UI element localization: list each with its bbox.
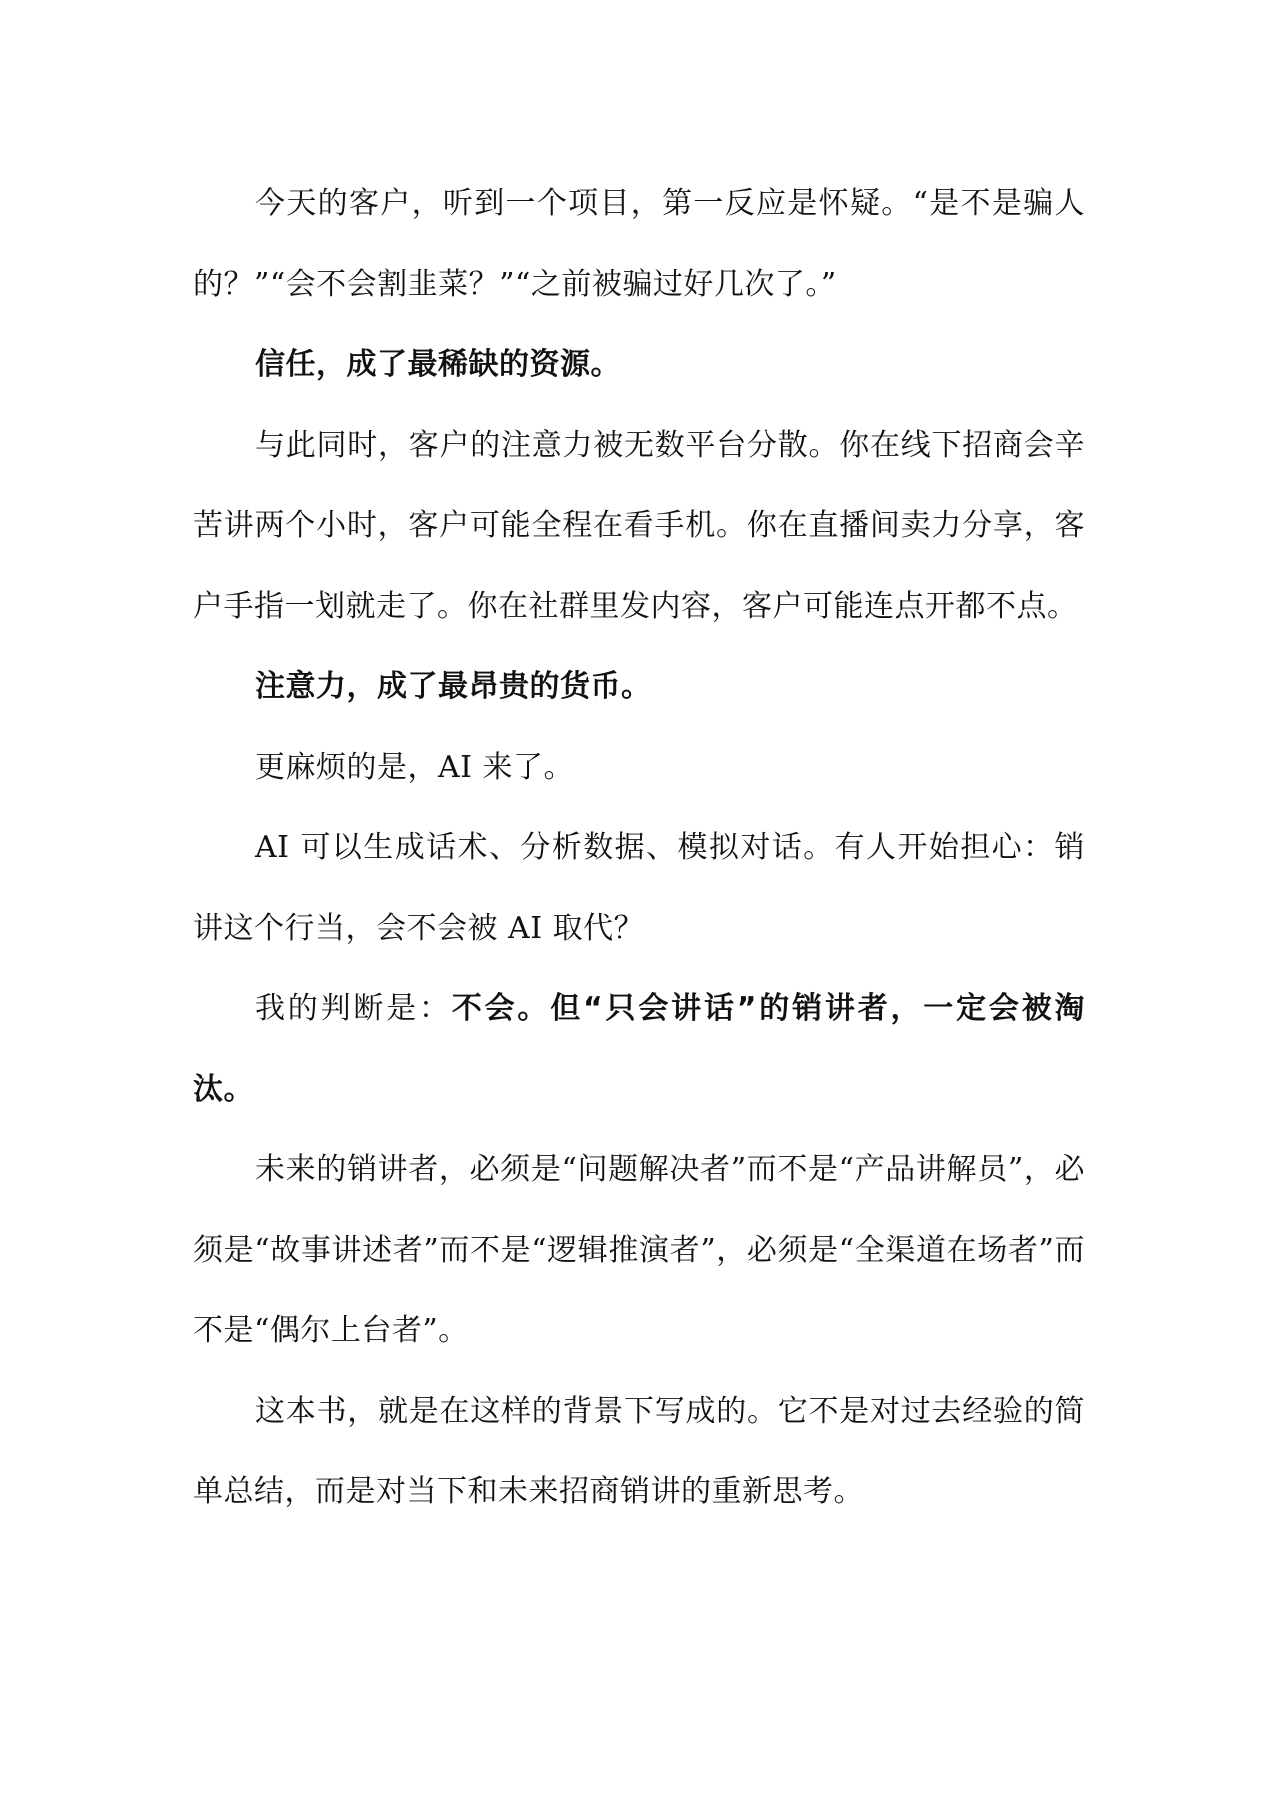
paragraph-ai-arrives: 更麻烦的是，AI 来了。 [255, 749, 575, 785]
paragraph-book-background: 这本书，就是在这样的背景下写成的。它不是对过去经验的简单总结，而是对当下和未来招商销讲的重新思考。 [193, 1393, 1085, 1509]
paragraph-ai-capabilities: AI 可以生成话术、分析数据、模拟对话。有人开始担心：销讲这个行当，会不会被 AI 取代？ [193, 830, 1085, 946]
judgment-bold: 不会。但“只会讲话”的销讲者，一定会被淘汰。 [193, 991, 1086, 1107]
paragraph-trust-scarce: 信任，成了最稀缺的资源。 [255, 347, 621, 382]
judgment-prefix: 我的判断是： [255, 991, 452, 1026]
paragraph-attention-currency: 注意力，成了最昂贵的货币。 [255, 669, 652, 704]
body-text [193, 164, 1085, 1533]
paragraph-customer-doubt: 今天的客户，听到一个项目，第一反应是怀疑。“是不是骗人的？”“会不会割韭菜？”“之前被骗过好几次了。” [193, 186, 1085, 302]
paragraph-attention-scattered: 与此同时，客户的注意力被无数平台分散。你在线下招商会辛苦讲两个小时，客户可能全程在看手机。你在直播间卖力分享，客户手指一划就走了。你在社群里发内容，客户可能连点开都不点。 [193, 427, 1085, 624]
paragraph-judgment [193, 969, 1085, 1130]
paragraph-future-speakers: 未来的销讲者，必须是“问题解决者”而不是“产品讲解员”，必须是“故事讲述者”而不是“逻辑推演者”，必须是“全渠道在场者”而不是“偶尔上台者”。 [193, 1152, 1085, 1348]
